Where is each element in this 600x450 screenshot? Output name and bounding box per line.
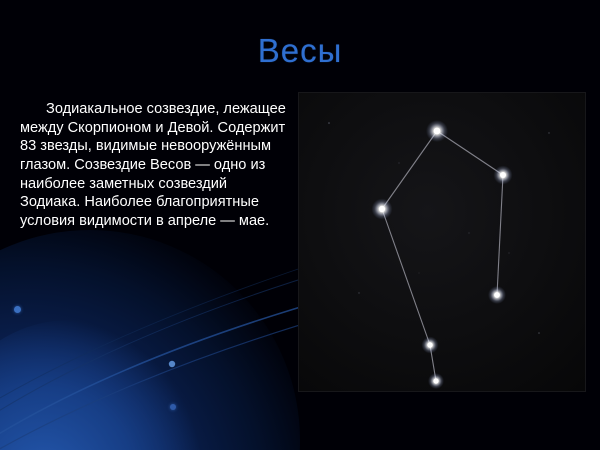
star-gamma-librae (433, 378, 438, 383)
constellation-libra-photo (299, 93, 585, 391)
bullet-marker-icon (14, 306, 21, 313)
constellation-image-panel (298, 92, 586, 392)
star-tau-librae (427, 342, 432, 347)
star-zubenelgenubi (379, 206, 385, 212)
body-paragraph: Зодиакальное созвездие, лежащее между Скорпионом и Девой. Содержит 83 звезды, видимые невооружённым глазом. Созвездие Весов — одно из наиболее заметных созвездий Зодиака. Наиболее благоприятные условия видимости в апреле — мае. (20, 101, 286, 230)
star-zubeneschamali (434, 128, 441, 135)
star-upsilon-librae (494, 292, 500, 298)
slide-body (20, 100, 288, 231)
star-brachium (500, 172, 506, 178)
bullet-marker-secondary-icon (170, 404, 176, 410)
page-title: Весы (257, 32, 343, 69)
